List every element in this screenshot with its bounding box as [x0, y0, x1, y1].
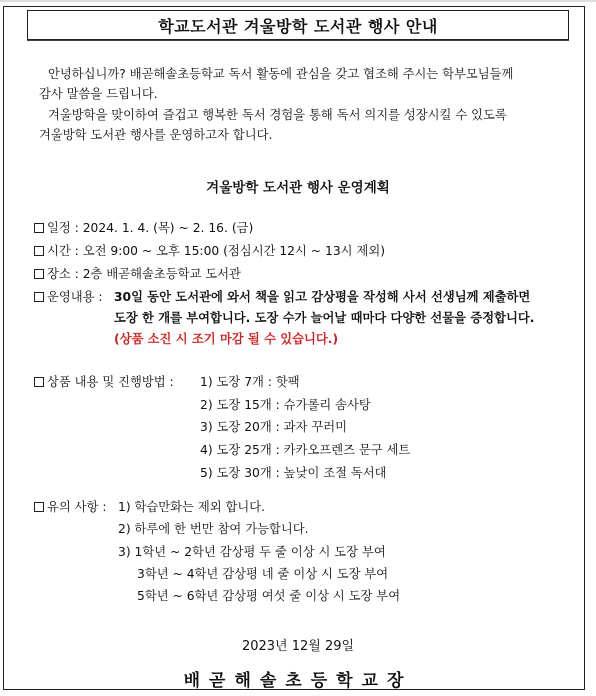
- checkbox-bullet-icon: [34, 246, 44, 256]
- document-title: 학교도서관 겨울방학 도서관 행사 안내: [27, 10, 569, 40]
- intro-line-3: 겨울방학을 맞이하여 즐겁고 행복한 독서 경험을 통해 독서 의지를 성장시킬 수 있도록: [48, 108, 507, 122]
- note-row: 2) 하루에 한 번만 참여 가능합니다.: [118, 522, 309, 536]
- time-item: [34, 243, 385, 259]
- school-signature: 배곧해솔초등학교장: [183, 671, 413, 691]
- checkbox-bullet-icon: [34, 377, 44, 387]
- prize-row: 1) 도장 7개 : 핫팩: [200, 375, 300, 389]
- notes-item: [34, 499, 106, 515]
- note-row: 1) 학습만화는 제외 합니다.: [118, 500, 266, 514]
- prize-row: 5) 도장 30개 : 높낮이 조절 독서대: [200, 466, 387, 480]
- page-edge: [0, 0, 596, 2]
- prize-row: 3) 도장 20개 : 과자 꾸러미: [200, 420, 347, 434]
- notes-label: 유의 사항 :: [47, 500, 107, 514]
- prize-row: 2) 도장 15개 : 슈가롤리 솜사탕: [200, 398, 371, 412]
- place-item: [34, 266, 241, 282]
- schedule-text: 일정 : 2024. 1. 4. (목) ~ 2. 16. (금): [47, 221, 254, 235]
- operation-item: [34, 289, 103, 305]
- intro-line-1: 안녕하십니까? 배곧해솔초등학교 독서 활동에 관심을 갖고 협조해 주시는 학부모님들께: [48, 67, 514, 81]
- schedule-item: [34, 220, 253, 236]
- operation-note: (상품 소진 시 조기 마감 될 수 있습니다.): [114, 332, 339, 346]
- prizes-item: [34, 374, 174, 390]
- checkbox-bullet-icon: [34, 502, 44, 512]
- intro-line-4: 겨울방학 도서관 행사를 운영하고자 합니다.: [39, 128, 273, 142]
- operation-label: 운영내용 :: [47, 290, 103, 304]
- operation-line-1: 30일 동안 도서관에 와서 책을 읽고 감상평을 작성해 사서 선생님께 제출하면: [114, 290, 531, 304]
- prize-row: 4) 도장 25개 : 카카오프렌즈 문구 세트: [200, 443, 411, 457]
- intro-line-2: 감사 말씀을 드립니다.: [39, 87, 158, 101]
- place-text: 장소 : 2층 배곧해솔초등학교 도서관: [47, 267, 241, 281]
- checkbox-bullet-icon: [34, 292, 44, 302]
- operation-line-2: 도장 한 개를 부여합니다. 도장 수가 늘어날 때마다 다양한 선물을 증정합니다.: [114, 311, 535, 325]
- prizes-label: 상품 내용 및 진행방법 :: [47, 375, 174, 389]
- checkbox-bullet-icon: [34, 223, 44, 233]
- note-row: 3학년 ~ 4학년 감상평 네 줄 이상 시 도장 부여: [137, 567, 389, 581]
- plan-title: 겨울방학 도서관 행사 운영계획: [206, 180, 390, 196]
- checkbox-bullet-icon: [34, 269, 44, 279]
- title-divider: [27, 40, 569, 41]
- note-row: 5학년 ~ 6학년 감상평 여섯 줄 이상 시 도장 부여: [137, 589, 401, 603]
- time-text: 시간 : 오전 9:00 ~ 오후 15:00 (점심시간 12시 ~ 13시 제외): [47, 244, 385, 258]
- note-row: 3) 1학년 ~ 2학년 감상평 두 줄 이상 시 도장 부여: [118, 545, 386, 559]
- document-date: 2023년 12월 29일: [241, 639, 355, 654]
